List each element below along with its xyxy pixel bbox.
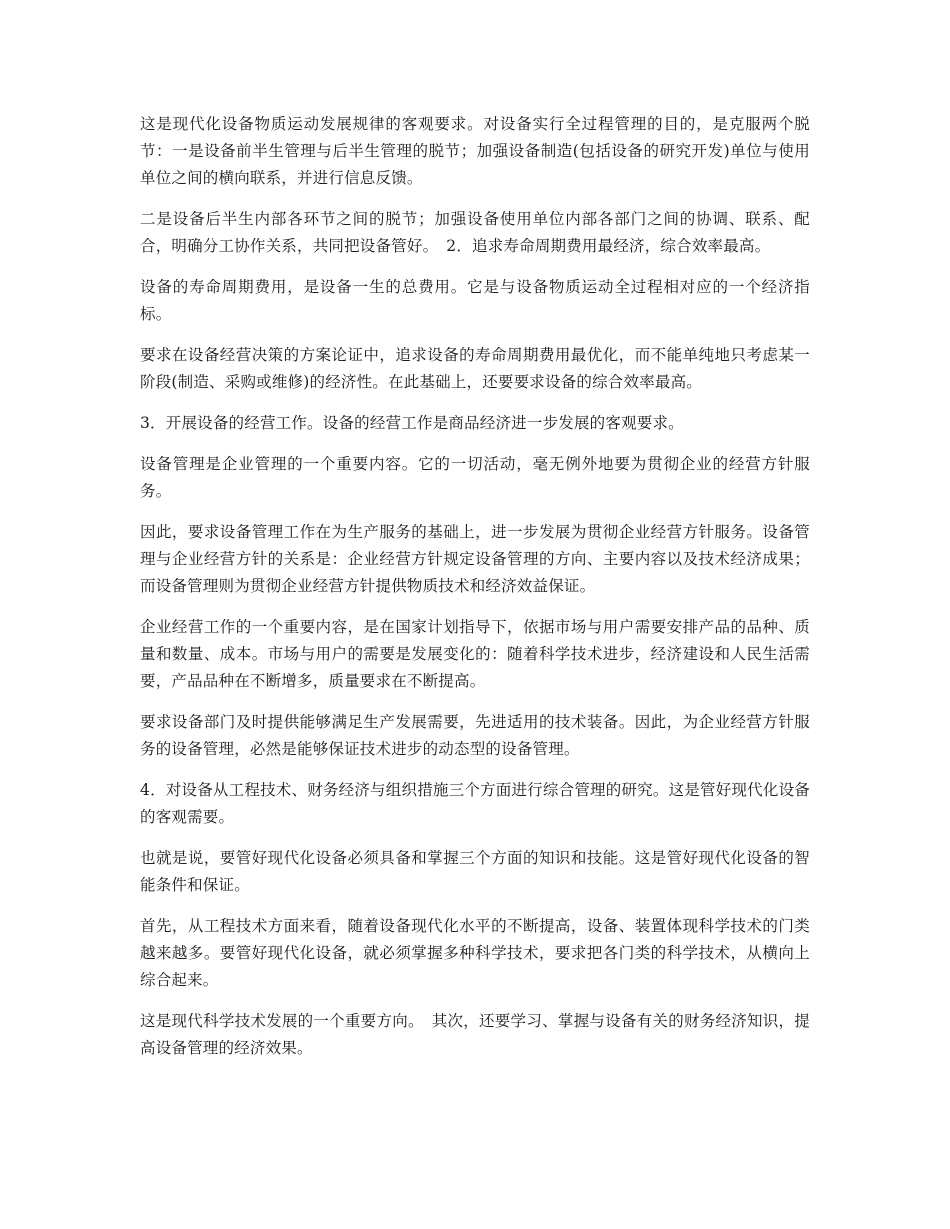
paragraph-12: 首先，从工程技术方面来看，随着设备现代化水平的不断提高，设备、装置体现科学技术的门类越来越多。要管好现代化设备，就必须掌握多种科学技术，要求把各门类的科学技术，从横向上综合起来。 bbox=[140, 917, 810, 989]
paragraph-2: 二是设备后半生内部各环节之间的脱节；加强设备使用单位内部各部门之间的协调、联系、配合，明确分工协作关系，共同把设备管好。 2．追求寿命周期费用最经济，综合效率最高。 bbox=[140, 210, 810, 255]
paragraph-13: 这是现代科学技术发展的一个重要方向。 其次，还要学习、掌握与设备有关的财务经济知识，提高设备管理的经济效果。 bbox=[140, 1012, 810, 1057]
paragraph-8: 企业经营工作的一个重要内容，是在国家计划指导下，依据市场与用户需要安排产品的品种、质量和数量、成本。市场与用户的需要是发展变化的：随着科学技术进步，经济建设和人民生活需要，产品品种在不断增多，质量要求在不断提高。 bbox=[140, 618, 810, 690]
document-body bbox=[140, 111, 810, 1076]
paragraph-10: 4．对设备从工程技术、财务经济与组织措施三个方面进行综合管理的研究。这是管好现代化设备的客观需要。 bbox=[140, 781, 810, 826]
paragraph-1: 这是现代化设备物质运动发展规律的客观要求。对设备实行全过程管理的目的，是克服两个脱节：一是设备前半生管理与后半生管理的脱节；加强设备制造(包括设备的研究开发)单位与使用单位之间的横向联系，并进行信息反馈。 bbox=[140, 115, 810, 187]
paragraph-5: 3．开展设备的经营工作。设备的经营工作是商品经济进一步发展的客观要求。 bbox=[140, 414, 684, 432]
paragraph-3: 设备的寿命周期费用，是设备一生的总费用。它是与设备物质运动全过程相对应的一个经济指标。 bbox=[140, 278, 810, 323]
paragraph-4: 要求在设备经营决策的方案论证中，追求设备的寿命周期费用最优化，而不能单纯地只考虑某一阶段(制造、采购或维修)的经济性。在此基础上，还要要求设备的综合效率最高。 bbox=[140, 346, 810, 391]
paragraph-6: 设备管理是企业管理的一个重要内容。它的一切活动，毫无例外地要为贯彻企业的经营方针服务。 bbox=[140, 455, 810, 500]
paragraph-7: 因此，要求设备管理工作在为生产服务的基础上，进一步发展为贯彻企业经营方针服务。设备管理与企业经营方针的关系是：企业经营方针规定设备管理的方向、主要内容以及技术经济成果；而设备管理则为贯彻企业经营方针提供物质技术和经济效益保证。 bbox=[140, 523, 810, 595]
paragraph-11: 也就是说，要管好现代化设备必须具备和掌握三个方面的知识和技能。这是管好现代化设备的智能条件和保证。 bbox=[140, 849, 810, 894]
paragraph-9: 要求设备部门及时提供能够满足生产发展需要，先进适用的技术装备。因此，为企业经营方针服务的设备管理，必然是能够保证技术进步的动态型的设备管理。 bbox=[140, 713, 810, 758]
